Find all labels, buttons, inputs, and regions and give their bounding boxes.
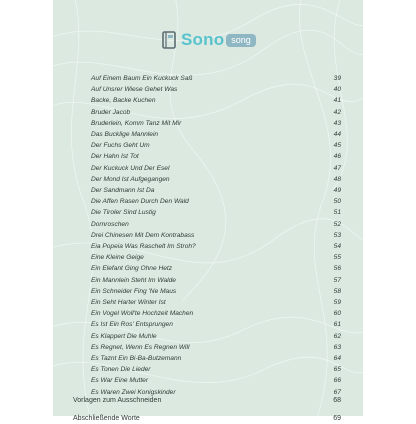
toc-page-number: 46 bbox=[333, 153, 341, 161]
toc-song-entry bbox=[91, 197, 341, 207]
toc-song-entry bbox=[91, 220, 341, 230]
toc-song-entry bbox=[91, 343, 341, 353]
toc-song-title: Der Mond Ist Aufgegangen bbox=[91, 175, 170, 183]
toc-song-entry bbox=[91, 376, 341, 386]
toc-song-entry bbox=[91, 164, 341, 174]
toc-song-entry bbox=[91, 74, 341, 84]
toc-song-title: Es Waren Zwei Konigskinder bbox=[91, 388, 176, 396]
toc-song-title: Ein Schneider Fing 'Ne Maus bbox=[91, 287, 177, 295]
toc-song-entry bbox=[91, 108, 341, 118]
toc-page-number: 68 bbox=[333, 397, 341, 404]
toc-song-title: Eine Kleine Geige bbox=[91, 254, 144, 262]
toc-song-title: Auf Einem Baum Ein Kuckuck Saß bbox=[91, 75, 193, 82]
sono-song-logo bbox=[162, 30, 256, 50]
toc-song-title: Die Tiroler Sind Lustig bbox=[91, 209, 156, 217]
toc-song-title: Der Sandmann Ist Da bbox=[91, 187, 155, 194]
toc-song-title: Das Bucklige Mannlein bbox=[91, 131, 159, 138]
toc-page-number: 56 bbox=[333, 265, 341, 273]
toc-song-entry bbox=[91, 276, 341, 286]
toc-song-entry bbox=[91, 208, 341, 218]
toc-song-entry bbox=[91, 119, 341, 129]
toc-song-title: Bruderlein, Komm Tanz Mit Mir bbox=[91, 119, 182, 127]
toc-page-number: 50 bbox=[333, 198, 341, 206]
toc-page-number: 59 bbox=[333, 299, 341, 306]
toc-song-title: Es Regnet, Wenn Es Regnen Will bbox=[91, 343, 190, 351]
toc-song-title: Es Ist Ein Ros' Entsprungen bbox=[91, 321, 173, 329]
toc-song-entry bbox=[91, 309, 341, 319]
toc-song-title: Bruder Jacob bbox=[91, 108, 131, 116]
toc-song-title: Auf Unsrer Wiese Gehet Was bbox=[91, 86, 178, 94]
toc-song-entry bbox=[91, 175, 341, 185]
toc-page-number: 57 bbox=[333, 276, 341, 284]
toc-page-number: 44 bbox=[333, 131, 341, 138]
toc-section-title: Abschließende Worte bbox=[73, 415, 140, 422]
toc-page-number: 42 bbox=[333, 108, 341, 116]
toc-song-entry bbox=[91, 320, 341, 330]
toc-page-number: 52 bbox=[333, 220, 341, 228]
toc-page-number: 67 bbox=[333, 388, 341, 396]
toc-page-number: 41 bbox=[333, 97, 341, 105]
toc-song-entry bbox=[91, 85, 341, 95]
toc-page-number: 61 bbox=[333, 321, 341, 329]
toc-page-number: 51 bbox=[333, 209, 341, 217]
toc-song-entry bbox=[91, 231, 341, 241]
toc-song-title: Der Fuchs Geht Um bbox=[91, 142, 150, 150]
toc-section-title: Vorlagen zum Ausschneiden bbox=[73, 397, 162, 404]
toc-song-entry bbox=[91, 264, 341, 274]
toc-page-number: 60 bbox=[333, 310, 341, 318]
toc-song-title: Eia Popeia Was Raschelt Im Stroh? bbox=[91, 243, 196, 250]
toc-page-number: 54 bbox=[333, 243, 341, 250]
toc-song-title: Backe, Backe Kuchen bbox=[91, 97, 156, 105]
toc-page-number: 48 bbox=[333, 175, 341, 183]
toc-song-entry bbox=[91, 253, 341, 263]
toc-song-title: Drei Chinesen Mit Dem Kontrabass bbox=[91, 231, 195, 239]
toc-song-entry bbox=[91, 141, 341, 151]
toc-song-entry bbox=[91, 287, 341, 297]
logo-word: Sono bbox=[181, 30, 225, 49]
toc-page-number: 62 bbox=[333, 332, 341, 340]
toc-song-entry bbox=[91, 152, 341, 162]
toc-song-title: Der Kuckuck Und Der Esel bbox=[91, 164, 170, 172]
toc-song-title: Ein Mannlein Steht Im Walde bbox=[91, 276, 176, 284]
toc-song-title: Die Affen Rasen Durch Den Wald bbox=[91, 198, 189, 206]
toc-page-number: 43 bbox=[333, 119, 341, 127]
book-icon bbox=[162, 31, 176, 49]
toc-song-title: Dornroschen bbox=[91, 220, 129, 228]
toc-song-entry bbox=[91, 354, 341, 364]
toc-page-number: 63 bbox=[333, 343, 341, 351]
toc-page-number: 65 bbox=[333, 366, 341, 374]
toc-song-title: Es Tonen Die Lieder bbox=[91, 366, 151, 374]
toc-song-entry bbox=[91, 242, 341, 252]
toc-song-title: Ein Vogel Woll'te Hochzeit Machen bbox=[91, 310, 194, 318]
toc-song-entry bbox=[91, 130, 341, 140]
toc-page-number: 40 bbox=[333, 86, 341, 94]
toc-section-entry bbox=[73, 414, 341, 424]
toc-page-number: 64 bbox=[333, 355, 341, 362]
toc-page-number: 69 bbox=[333, 415, 341, 422]
toc-page-number: 45 bbox=[333, 142, 341, 150]
toc-song-entry bbox=[91, 332, 341, 342]
toc-song-entry bbox=[91, 96, 341, 106]
toc-page-number: 58 bbox=[333, 287, 341, 295]
toc-song-title: Der Hahn Ist Tot bbox=[91, 153, 139, 161]
book-page bbox=[53, 0, 363, 422]
toc-song-title: Es Taznt Ein Bi-Ba-Butzemann bbox=[91, 355, 182, 362]
toc-page-number: 47 bbox=[333, 164, 341, 172]
toc-song-entry bbox=[91, 186, 341, 196]
logo-tag: song bbox=[226, 34, 256, 47]
toc-page-number: 55 bbox=[333, 254, 341, 262]
toc-song-title: Es Klappert Die Muhle bbox=[91, 332, 157, 340]
toc-song-title: Ein Seht Harter Winter Ist bbox=[91, 299, 166, 306]
toc-song-title: Es War Eine Mutter bbox=[91, 377, 149, 385]
toc-song-title: Ein Elefant Ging Ohne Hetz bbox=[91, 265, 173, 273]
toc-page-number: 53 bbox=[333, 231, 341, 239]
toc-page-number: 66 bbox=[333, 377, 341, 385]
toc-section-entry bbox=[73, 396, 341, 406]
toc-song-entry bbox=[91, 298, 341, 308]
toc-page-number: 39 bbox=[333, 75, 341, 82]
toc-song-entry bbox=[91, 365, 341, 375]
toc-page-number: 49 bbox=[333, 187, 341, 194]
